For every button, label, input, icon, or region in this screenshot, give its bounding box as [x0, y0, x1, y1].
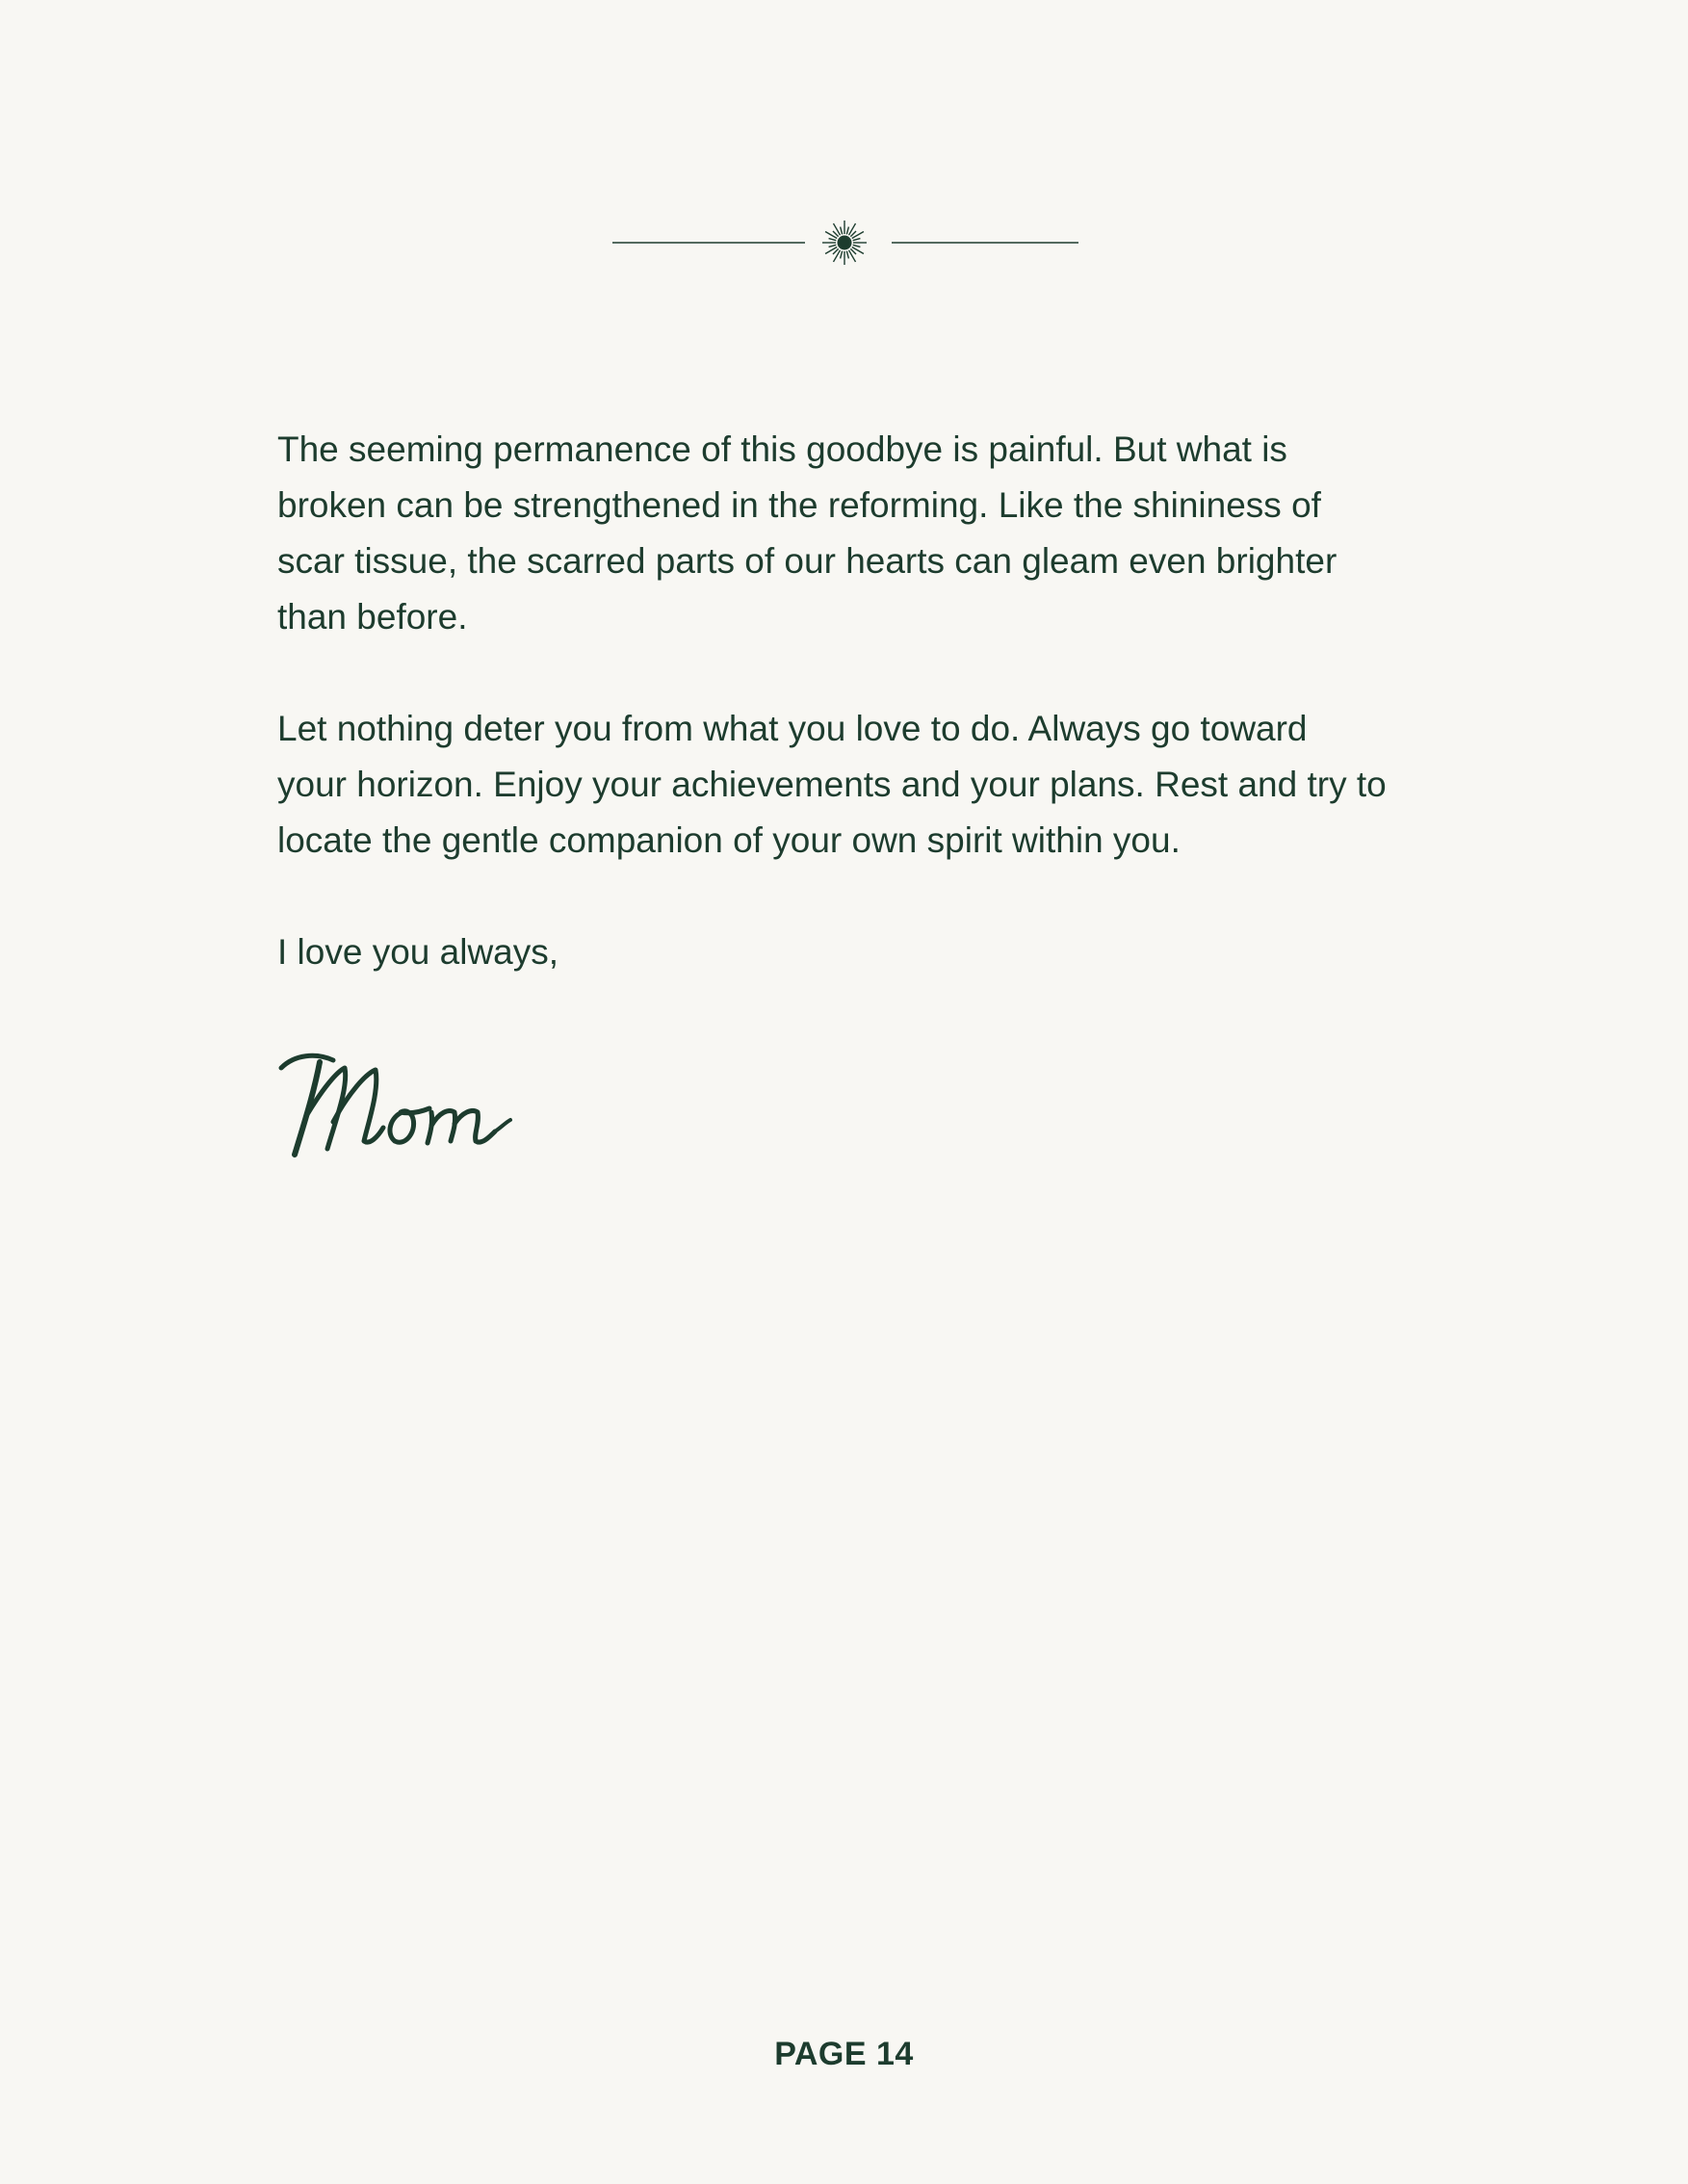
closing-line: I love you always,: [277, 932, 559, 972]
paragraph-2: Let nothing deter you from what you love to do. Always go toward your horizon. Enjoy your achievements and your plans. Rest and try to locate the gentle companion of your own spirit within you.: [277, 709, 1387, 860]
sunburst-ray: [829, 245, 837, 247]
sunburst-ray: [846, 251, 848, 259]
page-number: PAGE 14: [774, 2036, 914, 2072]
letter-body: [277, 422, 1433, 1036]
sunburst-icon: [612, 218, 1078, 268]
sunburst-ray: [829, 239, 837, 241]
sunburst-ray: [853, 239, 861, 241]
sunburst-ray: [853, 245, 861, 247]
divider-ornament: [612, 218, 1078, 268]
paragraph-1: The seeming permanence of this goodbye is painful. But what is broken can be strengthened in the reforming. Like the shininess of scar tissue, the scarred parts of our hearts can gleam even brighter than before.: [277, 429, 1337, 637]
sunburst-ray: [841, 251, 843, 259]
sunburst-ray: [841, 227, 843, 235]
sunburst-center: [838, 236, 852, 250]
sunburst-ray: [846, 227, 848, 235]
signature-mom: [277, 1045, 595, 1170]
signature: [277, 1045, 595, 1170]
